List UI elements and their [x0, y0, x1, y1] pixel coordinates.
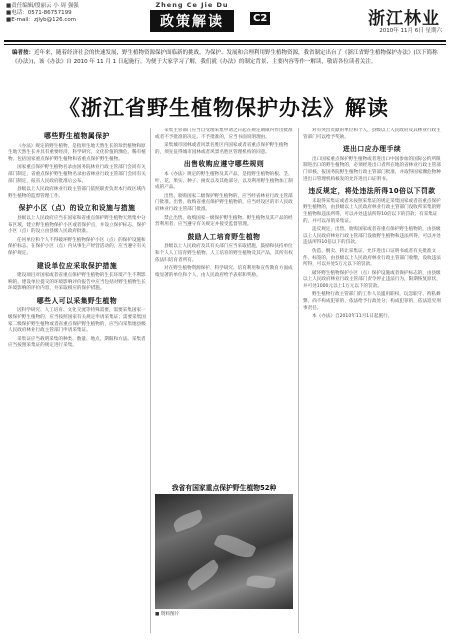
section-heading: 保护小区（点）的设立和设施与措施 — [18, 204, 136, 213]
article-paragraph: 采集证应当载明采集的种类、数量、地点、期限和方法。采集者应当按照采集证的规定进行采集。 — [8, 336, 146, 349]
masthead — [0, 0, 450, 40]
column-divider — [150, 128, 151, 633]
article-paragraph: 出口国家重点保护野生植物或者进出口中国参加的国际公约所限制进出口的野生植物的，必须经进出口者所在地的省林业行政主管部门审核，报国务院野生植物行政主管部门批准，并取得国家濒危物种进出口管理机构核发的允许进出口证明书。 — [303, 156, 441, 182]
issue-date: 2010年 11月 6日 星期六 — [379, 28, 442, 34]
article-paragraph: 禁止出售、收购国家一级保护野生植物。野生植物及其产品的经营利用者，应当遵守有关规定并接受监督管理。 — [155, 215, 293, 228]
photo-leaf — [246, 574, 276, 591]
article-paragraph: 本《办法》规定的野生植物及其产品，是指野生植物的根、茎、叶、花、果实、种子、树皮以及其他部分，以及利用野生植物加工制成的产品。 — [155, 171, 293, 191]
article-paragraph: 对有突出贡献的单位和个人，县级以上人民政府及其林业行政主管部门可以给予奖励。 — [303, 128, 441, 140]
photo-caption: ■ 资料图片 — [155, 612, 180, 617]
article-column-1 — [8, 128, 146, 633]
article-column-3 — [303, 128, 441, 633]
photo-leaf — [213, 530, 256, 561]
article-paragraph: 出售、收购国家二级保护野生植物的，应当经省林业行政主管部门批准。出售、收购省重点保护野生植物的，应当经设区的市人民政府林业行政主管部门批准。 — [155, 193, 293, 212]
phone-line: ■电话：0571-86757199 — [6, 10, 72, 16]
article-paragraph: 建设项目对国家或者省重点保护野生植物的生长环境产生不利影响的，建设单位提交的环境影响评价报告中应当包括对野生植物生长环境影响的评价内容，并采取相应的保护措施。 — [8, 273, 146, 292]
article-paragraph: 采集主管部门应当自受理采集申请之日起在规定期限内作出批准或者不予批准的决定。不予批准的，应当书面说明理由。 — [155, 128, 293, 140]
section-heading: 建设单位应采取保护措施 — [36, 261, 118, 270]
article-paragraph: 采集城市园林或者风景名胜区内国家或者省重点保护野生植物的，须先征得城市园林或者风景名胜区管理机构的同意。 — [155, 143, 289, 155]
section-heading: 哪些人可以采集野生植物 — [36, 296, 118, 305]
article-paragraph: 伪造、倒卖、转让采集证、允许进出口证明书或者有关批准文件、标签的，由县级以上人民政府林业行政主管部门收缴，没收违法所得，可以并处5万元以下的罚款。 — [303, 248, 441, 268]
article-paragraph: 违反规定，出售、收购国家或者省重点保护野生植物的，由县级以上人民政府林业行政主管部门没收野生植物和违法所得，可以并处违法所得10倍以下的罚款。 — [303, 227, 441, 246]
article-paragraph: 因科学研究、人工培育、文化交流等特殊需要，需要采集国家一级保护野生植物的，应当按照国家有关规定申请采集证；需要采集国家二级保护野生植物或者省重点保护野生植物的，应当向采集地县级人民政府林业行政主管部门申请采集证。 — [8, 308, 146, 334]
editor-note-text: 近年来，随着经济社会的快速发展，野生植物资源保护面临新的挑战。为保护、发展和合理利用野生植物资源，我省制定出台了《浙江省野生植物保护办法》(以下简称《办法》)，该《办法》自 2010 年 11 月 1 日起施行。为便于大家学习了解，我们就《办法》的制定背景、主要内容等作一解读，敬请各位读者关注。 — [12, 50, 438, 65]
article-paragraph: 国家重点保护野生植物名录由国务院林业行政主管部门会同有关部门制定，省重点保护野生植物名录由省林业行政主管部门会同有关部门制定，报省人民政府批准后公布。 — [8, 165, 146, 184]
masthead-editor-info — [6, 3, 79, 24]
headline-box — [8, 88, 440, 122]
article-paragraph: 任何单位和个人不得破坏野生植物保护小区（点）的保护设施和保护标志。在保护小区（点）内从事生产经营活动的，应当遵守有关保护规定。 — [8, 237, 146, 256]
article-paragraph: 野生植物行政主管部门的工作人员滥用职权、玩忽职守、徇私舞弊，尚不构成犯罪的，依法给予行政处分；构成犯罪的，依法追究刑事责任。 — [303, 292, 441, 311]
article-paragraph: 县级以上人民政府应当在国家和省重点保护野生植物天然集中分布区域，建立野生植物保护小区或者保护点，并设立保护标志。保护小区（点）的设立由县级人民政府批准。 — [8, 215, 146, 235]
article-paragraph: 县级以上人民政府及其有关部门应当采取措施，鼓励和扶持单位和个人人工培育野生植物。人工培育的野生植物及其产品，其所有权依法归培育者所有。 — [155, 244, 293, 263]
masthead-rule — [4, 40, 446, 42]
section-pinyin: Zheng Ce Jie Du — [155, 1, 229, 9]
article-paragraph: 未取得采集证或者未按照采集证的规定采集国家或者省重点保护野生植物的，由县级以上人民政府林业行政主管部门没收所采集的野生植物和违法所得，可以并处违法所得10倍以下的罚款；有采集证的，并可以吊销采集证。 — [303, 198, 441, 224]
editor-note-label: 编者按： — [12, 50, 35, 56]
article-headline: 《浙江省野生植物保护办法》解读 — [59, 95, 389, 120]
article-paragraph: 县级以上人民政府林业行政主管部门依照职责负责本行政区域内野生植物的监督管理工作。 — [8, 187, 146, 199]
sidebar-headline: 我省有国家重点保护野生植物52种 — [171, 484, 277, 492]
article-column-2 — [155, 128, 293, 483]
page-code: C2 — [250, 12, 270, 25]
section-heading: 进出口应办理手续 — [342, 145, 402, 154]
newspaper-name: 浙江林业 — [368, 9, 440, 29]
article-paragraph: 《办法》规定的野生植物，是指原生地天然生长的珍贵植物和原生地天然生长并具有重要经济、科学研究、文化价值的濒危、稀有植物。包括国家重点保护野生植物和省重点保护野生植物。 — [8, 143, 146, 162]
photo-leaf — [172, 509, 205, 532]
section-heading: 出售收购应遵守哪些规则 — [183, 160, 265, 169]
article-paragraph: 本《办法》自2010年11月1日起施行。 — [312, 314, 393, 320]
column-divider — [298, 128, 299, 633]
article-paragraph: 对在野生植物资源保护、科学研究、培育利用和宣传教育方面成绩显著的单位和个人，由人民政府给予表彰和奖励。 — [155, 266, 293, 278]
article-paragraph: 破坏野生植物保护小区（点）保护设施或者保护标志的，由县级以上人民政府林业行政主管部门责令停止违法行为，限期恢复原状，并可处1000元以上1万元以下的罚款。 — [303, 270, 441, 289]
plant-photo — [155, 494, 293, 609]
section-heading: 违反规定，将处违法所得10倍以下罚款 — [308, 187, 436, 196]
section-banner — [132, 1, 252, 32]
section-title: 政策解读 — [150, 10, 234, 32]
editor-line: ■责任编辑/殷丽云 小 周 强强 — [6, 3, 79, 9]
editor-note — [12, 49, 438, 66]
section-heading: 哪些野生植物属保护 — [44, 132, 110, 140]
photo-leaf — [184, 559, 222, 591]
email-line: ■E-mail：zjlyb@126.com — [6, 17, 77, 23]
masthead-rule-thin — [4, 44, 446, 45]
section-heading: 鼓励人工培育野生植物 — [187, 232, 261, 241]
